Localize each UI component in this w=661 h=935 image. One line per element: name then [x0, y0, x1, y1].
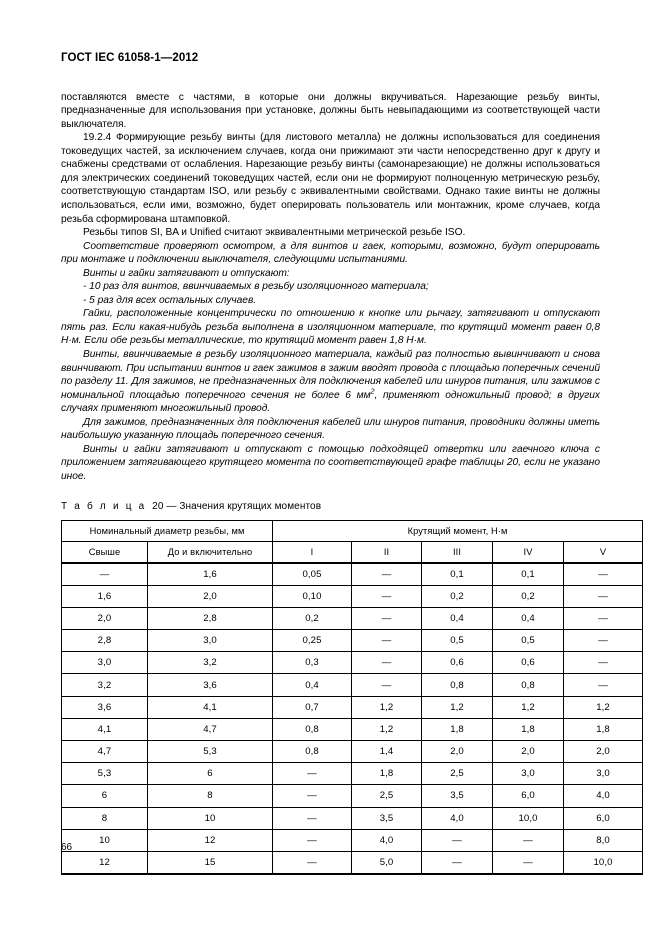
table-cell: 6,0 [493, 785, 564, 807]
table-cell: 8 [62, 807, 148, 829]
table-cell: 0,10 [273, 585, 352, 607]
table-cell: 1,2 [564, 696, 643, 718]
table-cell: 3,5 [422, 785, 493, 807]
table-body [62, 563, 643, 875]
table-cell: 4,0 [352, 829, 422, 851]
table-cell: 3,2 [148, 652, 273, 674]
table-cell: 0,6 [422, 652, 493, 674]
header-col-i: I [273, 541, 352, 563]
table-caption-title: Значения крутящих моментов [179, 500, 322, 512]
page-number: 66 [61, 842, 73, 853]
table-row [62, 630, 643, 652]
paragraph-thread-types: Резьбы типов SI, BA и Unified считают эквивалентными метрической резьбе ISO. [83, 227, 466, 239]
table-cell: — [422, 851, 493, 874]
header-col-iv: IV [493, 541, 564, 563]
table-cell: — [273, 807, 352, 829]
table-cell: 4,1 [62, 718, 148, 740]
table-cell: 6 [148, 763, 273, 785]
header-nominal-diameter: Номинальный диаметр резьбы, мм [62, 520, 273, 541]
table-cell: 0,4 [422, 607, 493, 629]
table-cell: 12 [148, 829, 273, 851]
table-cell: 2,0 [564, 741, 643, 763]
table-cell: 0,8 [273, 718, 352, 740]
paragraph-terminals-cables: Для зажимов, предназначенных для подключения кабелей или шнуров питания, проводники должны иметь наибольшую указанную площадь поперечного сечения. [61, 416, 600, 442]
table-cell: — [62, 563, 148, 586]
table-cell: 0,05 [273, 563, 352, 586]
table-cell: 12 [62, 851, 148, 874]
table-head-group-row [62, 520, 643, 541]
table-cell: 2,0 [493, 741, 564, 763]
table-cell: 15 [148, 851, 273, 874]
table-caption [61, 501, 600, 512]
paragraph-19-2-4: 19.2.4 Формирующие резьбу винты (для листового металла) не должны использоваться для соединения токоведущих частей, за исключением случаев, когда они прижимают эти части непосредственно друг к другу и снабжены средствами от ослабления. Нарезающие резьбу винты (самонарезающие) не должны использоваться для электрических соединений токоведущих частей, если они не формируют полноценную метрическую резьбу, соответствующую стандартам ISO, или резьбу с эквивалентными свойствами. Однако такие винты не должны использоваться, если ими, возможно, будет оперировать пользователь или монтажник, кроме случаев, когда резьба сформирована штамповкой. [61, 132, 600, 225]
table-cell: — [564, 585, 643, 607]
table-cell: — [564, 630, 643, 652]
table-cell: 0,8 [493, 674, 564, 696]
table-cell: — [564, 674, 643, 696]
table-cell: 10 [148, 807, 273, 829]
torque-values-table [61, 520, 643, 876]
table-cell: — [273, 851, 352, 874]
table-cell: 4,7 [62, 741, 148, 763]
table-cell: — [422, 829, 493, 851]
table-cell: 8,0 [564, 829, 643, 851]
table-cell: 4,0 [564, 785, 643, 807]
table-cell: — [273, 829, 352, 851]
table-cell: 0,4 [493, 607, 564, 629]
table-head [62, 520, 643, 563]
table-row [62, 785, 643, 807]
table-cell: 4,1 [148, 696, 273, 718]
table-cell: 3,6 [148, 674, 273, 696]
table-row [62, 851, 643, 874]
paragraph-compliance: Соответствие проверяют осмотром, а для винтов и гаек, которыми, возможно, будут оперировать при монтаже и подключении выключателя, следующими испытаниями. [61, 240, 600, 266]
table-cell: 1,8 [352, 763, 422, 785]
table-cell: 4,7 [148, 718, 273, 740]
superscript-square: 2 [370, 388, 375, 396]
table-caption-number: 20 [152, 500, 164, 512]
table-row [62, 829, 643, 851]
paragraph-nuts-concentric: Гайки, расположенные концентрически по отношению к кнопке или рычагу, затягивают и отпускают пять раз. Если какая-нибудь резьба выполнена в изоляционном материале, то крутящий момент равен 0,8 Н·м. Если обе резьбы металлические, то крутящий момент равен 1,8 Н·м. [61, 308, 600, 347]
header-above: Свыше [62, 541, 148, 563]
table-cell: 0,2 [422, 585, 493, 607]
table-cell: 8 [148, 785, 273, 807]
table-row [62, 563, 643, 586]
table-cell: 1,2 [352, 696, 422, 718]
table-row [62, 652, 643, 674]
table-cell: 3,0 [564, 763, 643, 785]
table-cell: 1,4 [352, 741, 422, 763]
table-row [62, 807, 643, 829]
header-col-v: V [564, 541, 643, 563]
paragraph-screwdriver-torque: Винты и гайки затягивают и отпускают с помощью подходящей отвертки или гаечного ключа с приложением затягивающего крутящего момента по соответствующей графе таблицы 20, если не указано иное. [61, 443, 600, 482]
table-cell: 10,0 [564, 851, 643, 874]
table-cell: 0,6 [493, 652, 564, 674]
table-cell: 5,3 [148, 741, 273, 763]
table-cell: 0,3 [273, 652, 352, 674]
table-cell: 3,6 [62, 696, 148, 718]
list-item-5-times: - 5 раз для всех остальных случаев. [83, 294, 257, 306]
table-cell: — [564, 607, 643, 629]
header-torque: Крутящий момент, Н·м [273, 520, 643, 541]
table-row [62, 718, 643, 740]
table-caption-dash: — [166, 500, 177, 512]
table-row [62, 763, 643, 785]
table-cell: — [352, 607, 422, 629]
paragraph-tighten-loosen: Винты и гайки затягивают и отпускают: [83, 267, 290, 279]
table-cell: 0,5 [493, 630, 564, 652]
table-row [62, 674, 643, 696]
table-cell: — [273, 785, 352, 807]
table-cell: 3,5 [352, 807, 422, 829]
table-cell: 0,1 [422, 563, 493, 586]
table-cell: — [352, 563, 422, 586]
table-cell: 3,0 [493, 763, 564, 785]
document-header: ГОСТ IEC 61058-1—2012 [61, 52, 199, 64]
table-cell: 2,8 [148, 607, 273, 629]
table-row [62, 741, 643, 763]
table-cell: 1,2 [422, 696, 493, 718]
table-cell: 10,0 [493, 807, 564, 829]
table-cell: 3,2 [62, 674, 148, 696]
paragraph-screws-insulating-part2: , применяют одножильный провод; в других случаях применяют многожильный провод. [61, 389, 601, 415]
table-cell: 0,25 [273, 630, 352, 652]
table-cell: — [564, 563, 643, 586]
table-cell: 4,0 [422, 807, 493, 829]
paragraph-screws-insulating-part1: Винты, ввинчиваемые в резьбу изоляционного материала, каждый раз полностью вывинчивают и снова ввинчивают. При испытании винтов и гаек зажимов в зажим вводят провода с площадью поперечных сечений по разделу 11. Для зажимов, не предназначенных для подключения кабелей или шнуров питания, или зажимов с номинальной площадью поперечного сечения не более 6 мм [61, 349, 600, 401]
table-cell: 5,0 [352, 851, 422, 874]
table-cell: 0,1 [493, 563, 564, 586]
table-cell: 3,0 [62, 652, 148, 674]
table-cell: — [564, 652, 643, 674]
table-cell: — [352, 630, 422, 652]
table-cell: 2,0 [422, 741, 493, 763]
table-cell: 5,3 [62, 763, 148, 785]
header-col-ii: II [352, 541, 422, 563]
table-cell: 2,5 [352, 785, 422, 807]
table-cell: 0,5 [422, 630, 493, 652]
table-caption-label: Т а б л и ц а [61, 500, 147, 512]
table-cell: 6,0 [564, 807, 643, 829]
table-cell: — [352, 652, 422, 674]
table-cell: 1,8 [493, 718, 564, 740]
table-cell: 1,8 [422, 718, 493, 740]
header-up-to-inclusive: До и включительно [148, 541, 273, 563]
table-cell: 1,6 [62, 585, 148, 607]
table-cell: — [493, 829, 564, 851]
table-cell: 1,2 [493, 696, 564, 718]
table-cell: 0,7 [273, 696, 352, 718]
table-cell: 0,2 [493, 585, 564, 607]
table-cell: — [352, 585, 422, 607]
table-cell: — [273, 763, 352, 785]
table-cell: 2,0 [148, 585, 273, 607]
paragraph-1: поставляются вместе с частями, в которые они должны вкручиваться. Нарезающие резьбу винты, предназначенные для использования при установке, должны быть невыпадающими из соответствующей части выключателя. [61, 91, 600, 130]
table-cell: 0,8 [422, 674, 493, 696]
table-cell: — [493, 851, 564, 874]
table-row [62, 696, 643, 718]
table-cell: 0,2 [273, 607, 352, 629]
table-row [62, 585, 643, 607]
header-col-iii: III [422, 541, 493, 563]
table-cell: 0,8 [273, 741, 352, 763]
table-cell: 2,8 [62, 630, 148, 652]
table-cell: 10 [62, 829, 148, 851]
table-row [62, 607, 643, 629]
paragraph-screws-insulating [61, 348, 600, 416]
list-item-10-times: - 10 раз для винтов, ввинчиваемых в резьбу изоляционного материала; [83, 281, 429, 293]
table-cell: 0,4 [273, 674, 352, 696]
table-head-sub-row [62, 541, 643, 563]
table-cell: 2,0 [62, 607, 148, 629]
table-cell: 3,0 [148, 630, 273, 652]
table-cell: 6 [62, 785, 148, 807]
table-cell: 2,5 [422, 763, 493, 785]
table-cell: 1,6 [148, 563, 273, 586]
table-cell: — [352, 674, 422, 696]
table-cell: 1,2 [352, 718, 422, 740]
table-cell: 1,8 [564, 718, 643, 740]
